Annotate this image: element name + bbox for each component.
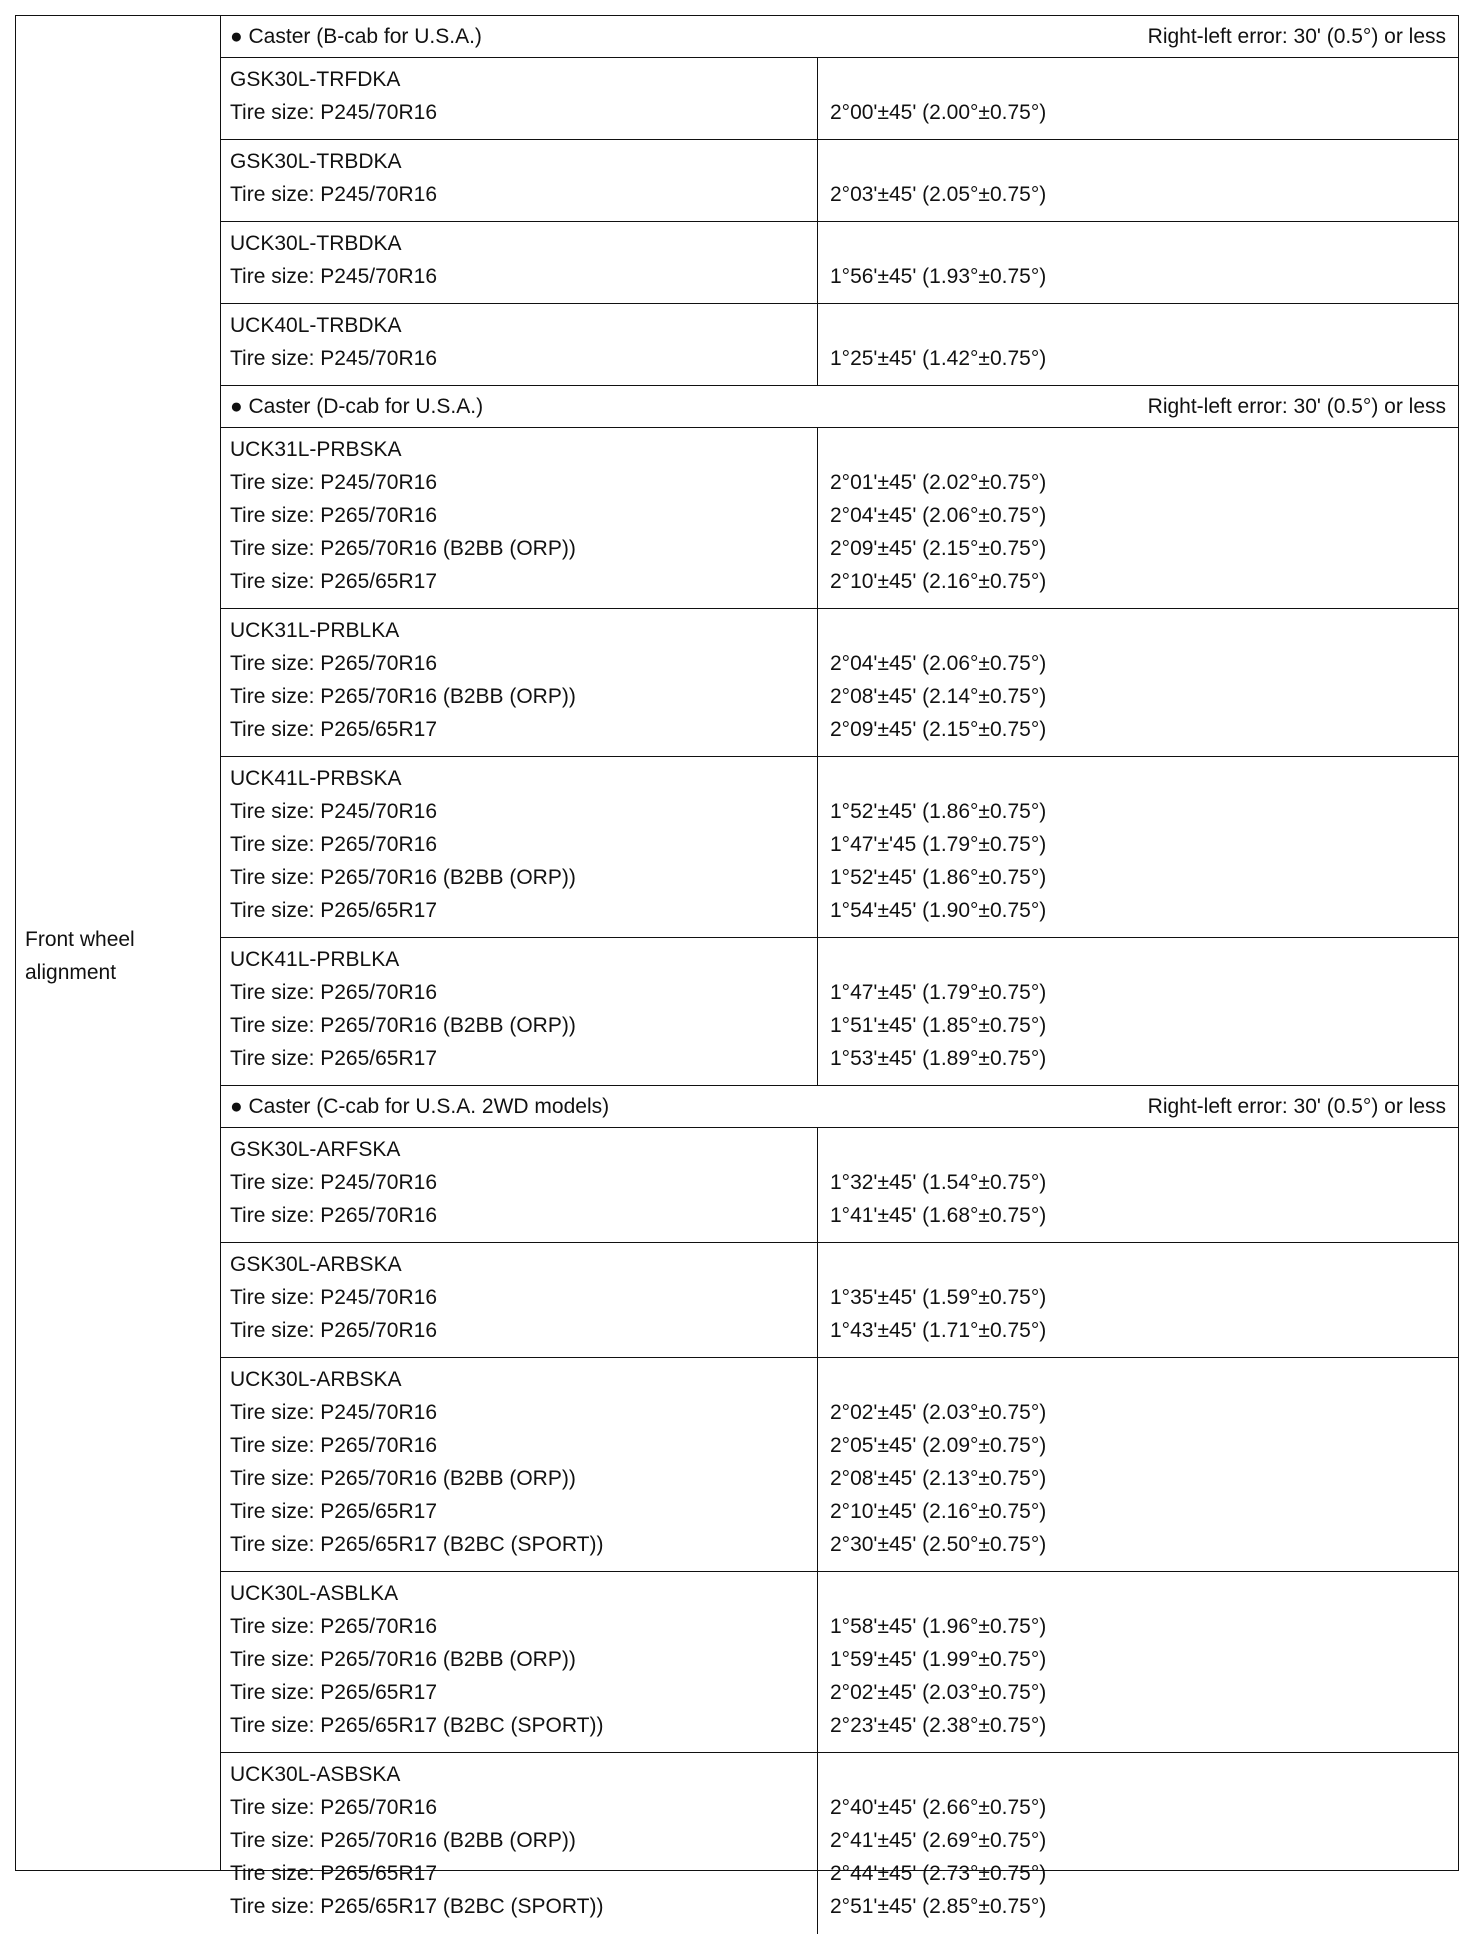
model-code: UCK41L-PRBLKA bbox=[230, 948, 400, 971]
model-group bbox=[221, 1753, 1458, 1934]
caster-value: 2°03'±45' (2.05°±0.75°) bbox=[830, 183, 1047, 206]
tire-size: Tire size: P245/70R16 bbox=[230, 1286, 437, 1309]
tire-size: Tire size: P265/70R16 (B2BB (ORP)) bbox=[230, 1829, 576, 1852]
caster-value: 2°44'±45' (2.73°±0.75°) bbox=[830, 1862, 1047, 1885]
tire-size: Tire size: P265/65R17 bbox=[230, 1862, 437, 1885]
tire-size: Tire size: P265/65R17 (B2BC (SPORT)) bbox=[230, 1714, 604, 1737]
tire-size: Tire size: P245/70R16 bbox=[230, 101, 437, 124]
caster-value: 1°35'±45' (1.59°±0.75°) bbox=[830, 1286, 1047, 1309]
model-code: UCK31L-PRBSKA bbox=[230, 438, 402, 461]
model-group bbox=[221, 140, 1458, 222]
model-code: UCK30L-ARBSKA bbox=[230, 1368, 402, 1391]
caster-value: 2°04'±45' (2.06°±0.75°) bbox=[830, 504, 1047, 527]
caster-value: 2°51'±45' (2.85°±0.75°) bbox=[830, 1895, 1047, 1918]
model-group bbox=[221, 1358, 1458, 1572]
caster-value: 1°43'±45' (1.71°±0.75°) bbox=[830, 1319, 1047, 1342]
caster-value: 2°08'±45' (2.13°±0.75°) bbox=[830, 1467, 1047, 1490]
row-label: Front wheel alignment bbox=[25, 928, 135, 984]
tire-size: Tire size: P265/65R17 bbox=[230, 570, 437, 593]
caster-value: 1°54'±45' (1.90°±0.75°) bbox=[830, 899, 1047, 922]
tire-size: Tire size: P265/70R16 bbox=[230, 1204, 437, 1227]
caster-value: 1°51'±45' (1.85°±0.75°) bbox=[830, 1014, 1047, 1037]
model-group bbox=[221, 304, 1458, 386]
section-title: ● Caster (B-cab for U.S.A.) bbox=[230, 24, 482, 48]
caster-value: 2°05'±45' (2.09°±0.75°) bbox=[830, 1434, 1047, 1457]
caster-value: 1°56'±45' (1.93°±0.75°) bbox=[830, 265, 1047, 288]
column-divider bbox=[817, 938, 818, 1085]
model-code: UCK30L-TRBDKA bbox=[230, 232, 402, 255]
caster-value: 1°47'±45' (1.79°±0.75°) bbox=[830, 981, 1047, 1004]
model-code: UCK41L-PRBSKA bbox=[230, 767, 402, 790]
caster-value: 2°02'±45' (2.03°±0.75°) bbox=[830, 1681, 1047, 1704]
caster-value: 2°02'±45' (2.03°±0.75°) bbox=[830, 1401, 1047, 1424]
column-divider bbox=[817, 1572, 818, 1752]
model-code: UCK31L-PRBLKA bbox=[230, 619, 400, 642]
caster-value: 2°10'±45' (2.16°±0.75°) bbox=[830, 570, 1047, 593]
model-group bbox=[221, 58, 1458, 140]
model-group bbox=[221, 938, 1458, 1086]
tire-size: Tire size: P265/70R16 bbox=[230, 1615, 437, 1638]
tire-size: Tire size: P265/70R16 (B2BB (ORP)) bbox=[230, 1648, 576, 1671]
section-header bbox=[221, 386, 1458, 428]
tire-size: Tire size: P245/70R16 bbox=[230, 471, 437, 494]
spec-content bbox=[221, 16, 1458, 1918]
caster-value: 2°40'±45' (2.66°±0.75°) bbox=[830, 1796, 1047, 1819]
caster-value: 2°10'±45' (2.16°±0.75°) bbox=[830, 1500, 1047, 1523]
section-header bbox=[221, 16, 1458, 58]
tire-size: Tire size: P245/70R16 bbox=[230, 183, 437, 206]
column-divider bbox=[817, 1358, 818, 1571]
column-divider bbox=[817, 609, 818, 756]
tire-size: Tire size: P265/70R16 bbox=[230, 504, 437, 527]
model-group bbox=[221, 757, 1458, 938]
model-group bbox=[221, 1572, 1458, 1753]
caster-value: 2°09'±45' (2.15°±0.75°) bbox=[830, 718, 1047, 741]
tire-size: Tire size: P265/70R16 bbox=[230, 1796, 437, 1819]
tire-size: Tire size: P245/70R16 bbox=[230, 1401, 437, 1424]
caster-value: 1°47'±'45 (1.79°±0.75°) bbox=[830, 833, 1047, 856]
caster-value: 2°04'±45' (2.06°±0.75°) bbox=[830, 652, 1047, 675]
tire-size: Tire size: P265/65R17 (B2BC (SPORT)) bbox=[230, 1533, 604, 1556]
column-divider bbox=[817, 58, 818, 139]
column-divider bbox=[817, 1243, 818, 1357]
tire-size: Tire size: P265/70R16 (B2BB (ORP)) bbox=[230, 537, 576, 560]
caster-value: 1°59'±45' (1.99°±0.75°) bbox=[830, 1648, 1047, 1671]
model-code: GSK30L-TRFDKA bbox=[230, 68, 401, 91]
caster-value: 2°08'±45' (2.14°±0.75°) bbox=[830, 685, 1047, 708]
column-divider bbox=[817, 140, 818, 221]
model-group bbox=[221, 1243, 1458, 1358]
tire-size: Tire size: P265/65R17 (B2BC (SPORT)) bbox=[230, 1895, 604, 1918]
caster-value: 1°32'±45' (1.54°±0.75°) bbox=[830, 1171, 1047, 1194]
caster-value: 2°41'±45' (2.69°±0.75°) bbox=[830, 1829, 1047, 1852]
model-code: UCK30L-ASBLKA bbox=[230, 1582, 399, 1605]
model-code: GSK30L-ARBSKA bbox=[230, 1253, 402, 1276]
tire-size: Tire size: P265/65R17 bbox=[230, 718, 437, 741]
tire-size: Tire size: P245/70R16 bbox=[230, 265, 437, 288]
model-group bbox=[221, 222, 1458, 304]
tire-size: Tire size: P265/70R16 bbox=[230, 652, 437, 675]
model-code: UCK30L-ASBSKA bbox=[230, 1763, 401, 1786]
caster-value: 2°00'±45' (2.00°±0.75°) bbox=[830, 101, 1047, 124]
caster-value: 2°09'±45' (2.15°±0.75°) bbox=[830, 537, 1047, 560]
section-header bbox=[221, 1086, 1458, 1128]
section-title: ● Caster (C-cab for U.S.A. 2WD models) bbox=[230, 1094, 610, 1118]
caster-value: 2°23'±45' (2.38°±0.75°) bbox=[830, 1714, 1047, 1737]
model-group bbox=[221, 428, 1458, 609]
caster-value: 1°41'±45' (1.68°±0.75°) bbox=[830, 1204, 1047, 1227]
tire-size: Tire size: P265/70R16 (B2BB (ORP)) bbox=[230, 1467, 576, 1490]
model-code: GSK30L-ARFSKA bbox=[230, 1138, 401, 1161]
caster-value: 1°53'±45' (1.89°±0.75°) bbox=[830, 1047, 1047, 1070]
spec-table bbox=[15, 15, 1459, 1918]
model-group bbox=[221, 609, 1458, 757]
tire-size: Tire size: P265/70R16 (B2BB (ORP)) bbox=[230, 866, 576, 889]
section-title: ● Caster (D-cab for U.S.A.) bbox=[230, 394, 484, 418]
column-divider bbox=[817, 304, 818, 385]
column-divider bbox=[817, 757, 818, 937]
tire-size: Tire size: P265/65R17 bbox=[230, 1500, 437, 1523]
tire-size: Tire size: P265/65R17 bbox=[230, 1681, 437, 1704]
caster-value: 2°01'±45' (2.02°±0.75°) bbox=[830, 471, 1047, 494]
caster-value: 1°58'±45' (1.96°±0.75°) bbox=[830, 1615, 1047, 1638]
model-code: UCK40L-TRBDKA bbox=[230, 314, 402, 337]
caster-value: 2°30'±45' (2.50°±0.75°) bbox=[830, 1533, 1047, 1556]
tire-size: Tire size: P265/70R16 bbox=[230, 1319, 437, 1342]
tire-size: Tire size: P265/70R16 (B2BB (ORP)) bbox=[230, 1014, 576, 1037]
tire-size: Tire size: P265/70R16 bbox=[230, 1434, 437, 1457]
model-code: GSK30L-TRBDKA bbox=[230, 150, 402, 173]
tire-size: Tire size: P245/70R16 bbox=[230, 800, 437, 823]
section-note: Right-left error: 30' (0.5°) or less bbox=[1147, 24, 1446, 48]
tire-size: Tire size: P265/70R16 (B2BB (ORP)) bbox=[230, 685, 576, 708]
tire-size: Tire size: P265/70R16 bbox=[230, 833, 437, 856]
column-divider bbox=[817, 1128, 818, 1242]
section-note: Right-left error: 30' (0.5°) or less bbox=[1147, 394, 1446, 418]
tire-size: Tire size: P245/70R16 bbox=[230, 347, 437, 370]
caster-value: 1°52'±45' (1.86°±0.75°) bbox=[830, 866, 1047, 889]
row-label-cell bbox=[16, 16, 221, 1870]
section-note: Right-left error: 30' (0.5°) or less bbox=[1147, 1094, 1446, 1118]
column-divider bbox=[817, 428, 818, 608]
column-divider bbox=[817, 1753, 818, 1934]
caster-value: 1°52'±45' (1.86°±0.75°) bbox=[830, 800, 1047, 823]
caster-value: 1°25'±45' (1.42°±0.75°) bbox=[830, 347, 1047, 370]
model-group bbox=[221, 1128, 1458, 1243]
tire-size: Tire size: P265/65R17 bbox=[230, 899, 437, 922]
tire-size: Tire size: P265/70R16 bbox=[230, 981, 437, 1004]
tire-size: Tire size: P265/65R17 bbox=[230, 1047, 437, 1070]
column-divider bbox=[817, 222, 818, 303]
tire-size: Tire size: P245/70R16 bbox=[230, 1171, 437, 1194]
